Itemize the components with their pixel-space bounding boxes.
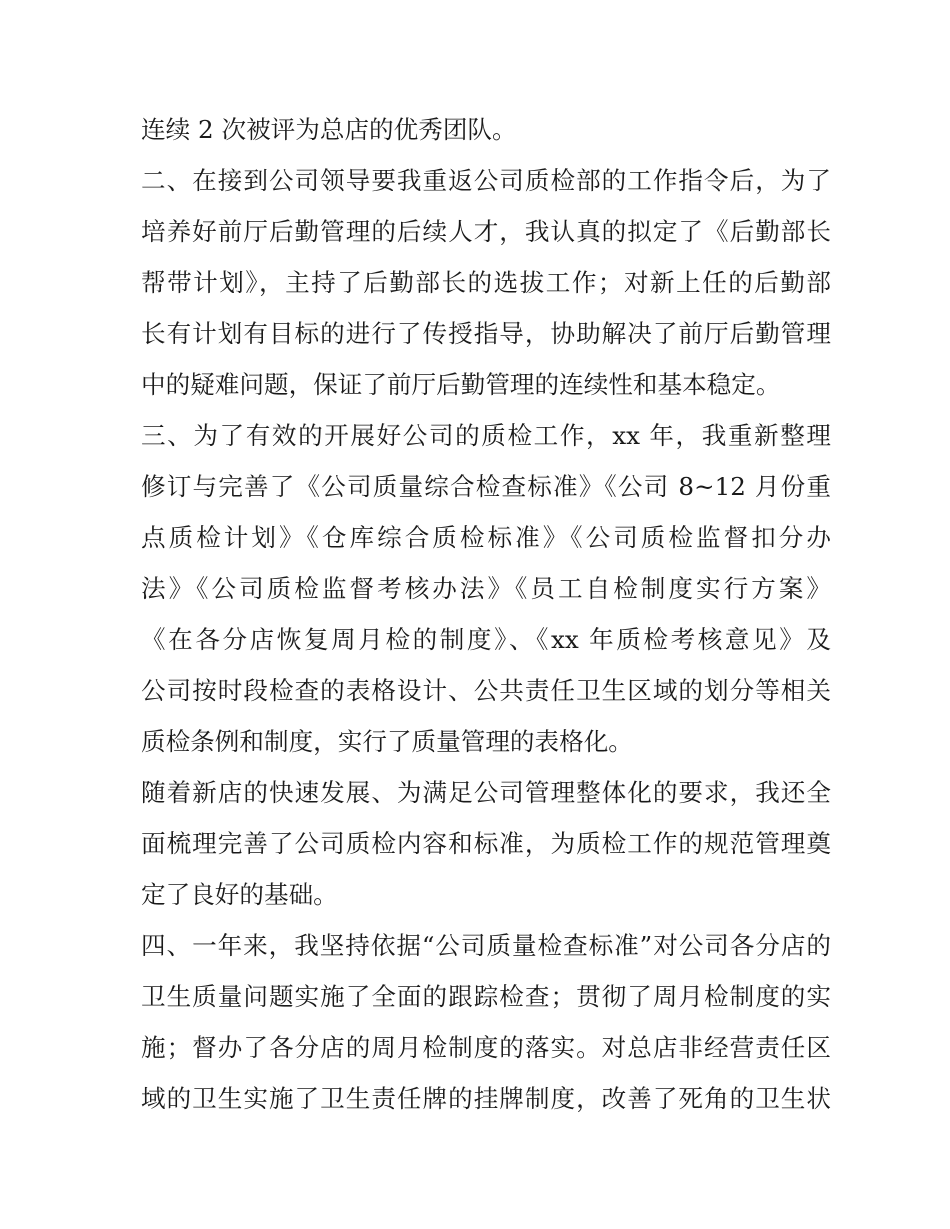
text-line: 点质检计划》《仓库综合质检标准》《公司质检监督扣分办 [141, 523, 831, 552]
document-body [141, 104, 831, 1124]
text-line: 中的疑难问题，保证了前厅后勤管理的连续性和基本稳定。 [141, 370, 781, 399]
text-line: 连续 2 次被评为总店的优秀团队。 [141, 115, 517, 144]
text-line: 培养好前厅后勤管理的后续人才，我认真的拟定了《后勤部长 [141, 217, 831, 246]
text-line: 域的卫生实施了卫生责任牌的挂牌制度，改善了死角的卫生状 [141, 1084, 831, 1113]
text-line: 施；督办了各分店的周月检制度的落实。对总店非经营责任区 [141, 1033, 831, 1062]
text-line: 面梳理完善了公司质检内容和标准，为质检工作的规范管理奠 [141, 829, 831, 858]
text-line: 公司按时段检查的表格设计、公共责任卫生区域的划分等相关 [141, 676, 831, 705]
text-line: 随着新店的快速发展、为满足公司管理整体化的要求，我还全 [141, 778, 831, 807]
text-line: 长有计划有目标的进行了传授指导，协助解决了前厅后勤管理 [141, 319, 831, 348]
text-line: 三、为了有效的开展好公司的质检工作，xx 年，我重新整理 [141, 421, 831, 450]
text-line: 修订与完善了《公司质量综合检查标准》《公司 8~12 月份重 [141, 472, 831, 501]
text-line: 帮带计划》，主持了后勤部长的选拔工作；对新上任的后勤部 [141, 268, 831, 297]
text-line: 二、在接到公司领导要我重返公司质检部的工作指令后，为了 [141, 166, 831, 195]
text-line: 四、一年来，我坚持依据“公司质量检查标准”对公司各分店的 [141, 931, 831, 960]
text-line: 法》《公司质检监督考核办法》《员工自检制度实行方案》 [141, 574, 831, 603]
text-line: 质检条例和制度，实行了质量管理的表格化。 [141, 727, 633, 756]
text-line: 定了良好的基础。 [141, 880, 338, 909]
text-line: 卫生质量问题实施了全面的跟踪检查；贯彻了周月检制度的实 [141, 982, 831, 1011]
text-line: 《在各分店恢复周月检的制度》、《xx 年质检考核意见》及 [141, 625, 831, 654]
